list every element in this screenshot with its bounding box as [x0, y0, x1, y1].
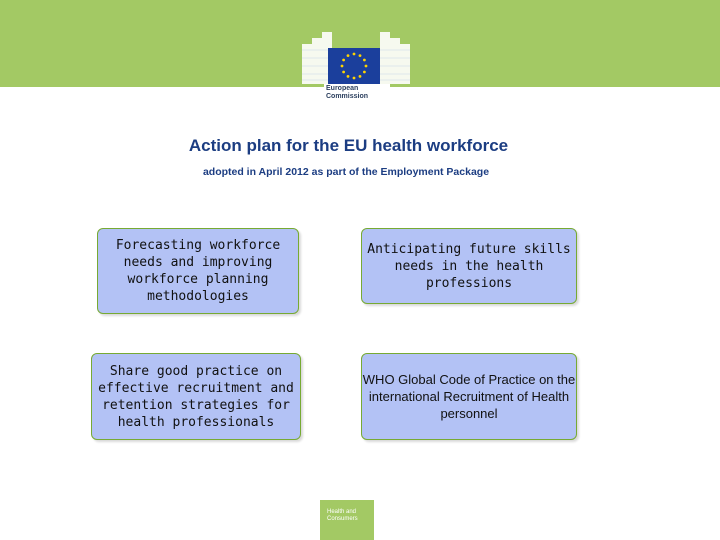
box-who-code-text: WHO Global Code of Practice on the international Recruitment of Health personnel	[362, 372, 576, 421]
box-good-practice	[91, 353, 301, 440]
slide-title: Action plan for the EU health workforce	[188, 136, 509, 155]
health-consumers-badge	[320, 500, 374, 540]
box-anticipating-skills	[361, 228, 577, 304]
box-forecasting	[97, 228, 299, 314]
badge-line-1: Health and	[327, 509, 357, 515]
badge-line-2: Consumers	[327, 516, 358, 522]
box-anticipating-skills-text: Anticipating future skills needs in the health professions	[367, 241, 571, 291]
brand-line-1: European	[326, 85, 359, 92]
box-who-code	[361, 353, 577, 440]
brand-line-2: Commission	[326, 93, 369, 100]
slide-subtitle: adopted in April 2012 as part of the Employment Package	[202, 166, 490, 178]
box-good-practice-text: Share good practice on effective recruitment and retention strategies for health professionals	[98, 363, 294, 430]
commission-wordmark	[326, 85, 368, 101]
box-forecasting-text: Forecasting workforce needs and improving workforce planning methodologies	[115, 238, 281, 304]
